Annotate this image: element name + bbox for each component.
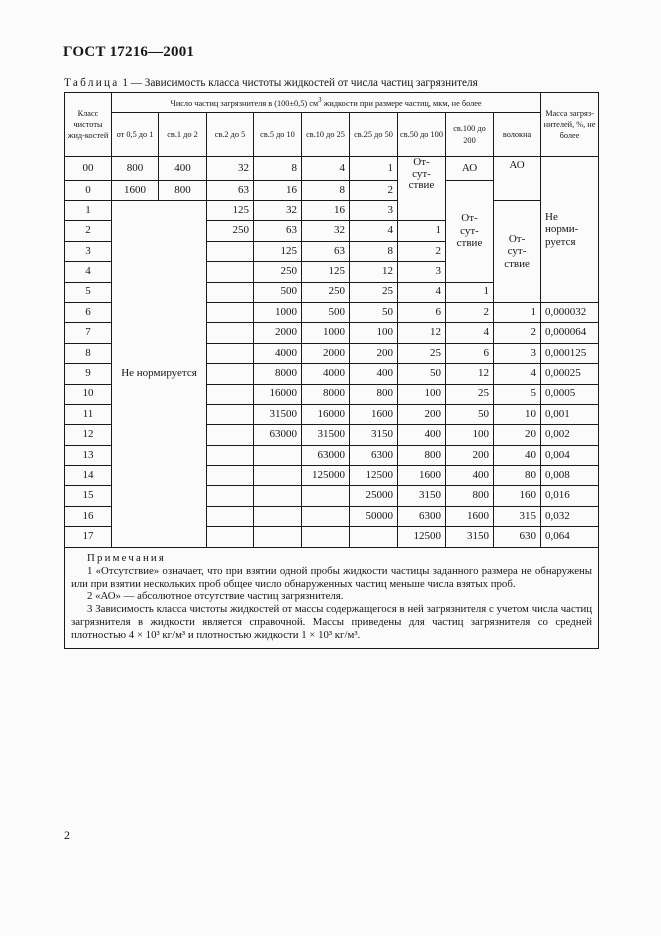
value-cell: 25: [350, 282, 398, 302]
value-cell: 200: [446, 445, 494, 465]
value-cell: [207, 425, 254, 445]
header-size-7: св.100 до 200: [446, 113, 494, 157]
class-cell: 5: [65, 282, 112, 302]
absent-line: ствие: [408, 179, 435, 192]
value-cell: 6300: [398, 506, 446, 526]
value-cell: 200: [398, 404, 446, 424]
value-cell: 4: [398, 282, 446, 302]
value-cell: 8: [302, 180, 350, 200]
header-row-1: [65, 93, 599, 113]
value-cell: 16000: [302, 404, 350, 424]
value-cell: 32: [302, 221, 350, 241]
value-cell: 160: [494, 486, 541, 506]
value-cell: 50000: [350, 506, 398, 526]
header-size-8: волокна: [494, 113, 541, 157]
value-cell: 0,000032: [541, 302, 599, 322]
value-cell: 800: [446, 486, 494, 506]
value-cell: 100: [350, 323, 398, 343]
class-cell: 0: [65, 180, 112, 200]
value-cell: 63: [254, 221, 302, 241]
value-cell: 500: [302, 302, 350, 322]
value-cell: [207, 282, 254, 302]
value-cell: [207, 466, 254, 486]
class-cell: 8: [65, 343, 112, 363]
header-size-2: св.2 до 5: [207, 113, 254, 157]
header-size-6: св.50 до 100: [398, 113, 446, 157]
value-cell: [207, 323, 254, 343]
value-cell: [207, 527, 254, 547]
value-cell: [207, 404, 254, 424]
value-cell: 3: [350, 200, 398, 220]
value-cell: 2: [494, 323, 541, 343]
absent_lines-line: сут-: [460, 224, 479, 237]
page-number: 2: [64, 828, 70, 842]
value-cell: 250: [254, 262, 302, 282]
notes-title: Примечания: [87, 551, 167, 564]
value-cell: [254, 506, 302, 526]
value-cell: [350, 527, 398, 547]
value-cell: 800: [159, 180, 207, 200]
value-cell: 400: [350, 364, 398, 384]
value-cell: 0,004: [541, 445, 599, 465]
table-caption-label: Таблица: [64, 77, 120, 89]
value-cell: 4000: [254, 343, 302, 363]
value-cell: 25: [398, 343, 446, 363]
absent-cell-3: [494, 200, 541, 302]
value-cell: 12: [398, 323, 446, 343]
value-cell: 12: [350, 262, 398, 282]
value-cell: [207, 486, 254, 506]
value-cell: 4: [494, 364, 541, 384]
value-cell: [254, 466, 302, 486]
table-row: [65, 200, 599, 220]
value-cell: [207, 241, 254, 261]
class-cell: 7: [65, 323, 112, 343]
not_normed_lines-line: руется: [545, 235, 576, 248]
value-cell: 1: [350, 157, 398, 181]
value-cell: 0,001: [541, 404, 599, 424]
value-cell: 1: [398, 221, 446, 241]
absent_lines-line: ствие: [456, 237, 483, 250]
value-cell: [302, 486, 350, 506]
value-cell: 6300: [350, 445, 398, 465]
header-row-2: [65, 113, 599, 157]
absent_lines-line: сут-: [412, 167, 431, 180]
value-cell: 0,064: [541, 527, 599, 547]
value-cell: 32: [207, 157, 254, 181]
value-cell: 16: [254, 180, 302, 200]
value-cell: 4: [350, 221, 398, 241]
value-cell: 12500: [350, 466, 398, 486]
header-size-4: св.10 до 25: [302, 113, 350, 157]
document-title: ГОСТ 17216—2001: [63, 44, 195, 60]
value-cell: 1600: [350, 404, 398, 424]
value-cell: 250: [207, 221, 254, 241]
value-cell: 1600: [112, 180, 159, 200]
absent_lines-line: ствие: [504, 257, 530, 270]
value-cell: 400: [446, 466, 494, 486]
cleanliness-table: [64, 92, 599, 649]
header-size-3: св.5 до 10: [254, 113, 302, 157]
value-cell: 0,016: [541, 486, 599, 506]
value-cell: 3150: [398, 486, 446, 506]
value-cell: [254, 445, 302, 465]
value-cell: 1000: [302, 323, 350, 343]
value-cell: 0,032: [541, 506, 599, 526]
class-cell: 3: [65, 241, 112, 261]
not_normed_lines-line: норми-: [545, 223, 579, 236]
absent_lines-line: От-: [508, 232, 526, 245]
value-cell: 2: [398, 241, 446, 261]
value-cell: 8: [350, 241, 398, 261]
value-cell: 0,002: [541, 425, 599, 445]
header-particle-count-b: жидкости при размере частиц, мкм, не более: [321, 98, 482, 108]
value-cell: 125000: [302, 466, 350, 486]
value-cell: 31500: [302, 425, 350, 445]
table-caption-text: 1 — Зависимость класса чистоты жидкостей от числа частиц загрязнителя: [119, 77, 478, 89]
header-particle-count-sup: 3: [318, 97, 322, 105]
table-row: [65, 157, 599, 181]
header-mass: Масса загряз-нителей, %, не более: [541, 93, 599, 157]
value-cell: 2: [350, 180, 398, 200]
ao-cell-2: АО: [494, 157, 541, 201]
value-cell: [207, 364, 254, 384]
value-cell: 800: [398, 445, 446, 465]
table-caption: [64, 77, 604, 89]
class-cell: 2: [65, 221, 112, 241]
value-cell: 63000: [302, 445, 350, 465]
not-normed-label: Не нормируется: [121, 367, 197, 380]
value-cell: [207, 506, 254, 526]
value-cell: 3150: [446, 527, 494, 547]
value-cell: 125: [254, 241, 302, 261]
value-cell: 63000: [254, 425, 302, 445]
value-cell: 6: [398, 302, 446, 322]
value-cell: 1600: [398, 466, 446, 486]
value-cell: 50: [350, 302, 398, 322]
header-particle-count-a: Число частиц загрязнителя в (100±0,5) см: [170, 98, 319, 108]
absent-cell-2: [446, 180, 494, 282]
class-cell: 00: [65, 157, 112, 181]
value-cell: 100: [398, 384, 446, 404]
value-cell: 125: [302, 262, 350, 282]
class-cell: 1: [65, 200, 112, 220]
value-cell: 16000: [254, 384, 302, 404]
value-cell: 63: [207, 180, 254, 200]
value-cell: [302, 506, 350, 526]
value-cell: 0,00025: [541, 364, 599, 384]
class-cell: 15: [65, 486, 112, 506]
value-cell: 125: [207, 200, 254, 220]
value-cell: [302, 527, 350, 547]
not_normed_lines-line: Не: [545, 210, 558, 223]
mass-not-normed: [541, 157, 599, 303]
absent_lines-line: От-: [461, 212, 478, 225]
value-cell: [254, 527, 302, 547]
value-cell: 4: [446, 323, 494, 343]
class-cell: 11: [65, 404, 112, 424]
value-cell: 25000: [350, 486, 398, 506]
value-cell: [254, 486, 302, 506]
value-cell: 12500: [398, 527, 446, 547]
value-cell: 400: [398, 425, 446, 445]
value-cell: 1000: [254, 302, 302, 322]
absent-cell-1b: [398, 180, 446, 221]
value-cell: 8000: [254, 364, 302, 384]
value-cell: 630: [494, 527, 541, 547]
header-size-1: св.1 до 2: [159, 113, 207, 157]
value-cell: 100: [446, 425, 494, 445]
value-cell: 6: [446, 343, 494, 363]
class-cell: 12: [65, 425, 112, 445]
value-cell: 12: [446, 364, 494, 384]
value-cell: 400: [159, 157, 207, 181]
value-cell: [207, 302, 254, 322]
value-cell: 0,0005: [541, 384, 599, 404]
value-cell: 63: [302, 241, 350, 261]
value-cell: 800: [112, 157, 159, 181]
header-particle-count: [112, 93, 541, 113]
class-cell: 6: [65, 302, 112, 322]
header-size-0: от 0,5 до 1: [112, 113, 159, 157]
value-cell: 8000: [302, 384, 350, 404]
value-cell: 3: [494, 343, 541, 363]
value-cell: 50: [398, 364, 446, 384]
value-cell: 250: [302, 282, 350, 302]
value-cell: 3: [398, 262, 446, 282]
header-size-5: св.25 до 50: [350, 113, 398, 157]
value-cell: 20: [494, 425, 541, 445]
not-normed-region: [112, 200, 207, 547]
value-cell: 0,000064: [541, 323, 599, 343]
class-cell: 17: [65, 527, 112, 547]
value-cell: 2000: [254, 323, 302, 343]
value-cell: [207, 384, 254, 404]
value-cell: 5: [494, 384, 541, 404]
note-item: 3 Зависимость класса чистоты жидкостей от массы содержащегося в ней загрязнителя с учетом числа частиц загрязнителя в жидкости является справочной. Массы приведены для частиц загрязнителя со средней плотностью 4 × 10³ кг/м³ и плотностью жидкости 1 × 10³ кг/м³.: [71, 603, 593, 642]
value-cell: 50: [446, 404, 494, 424]
value-cell: 80: [494, 466, 541, 486]
ao-cell-1: АО: [446, 157, 494, 181]
value-cell: 2000: [302, 343, 350, 363]
value-cell: 25: [446, 384, 494, 404]
value-cell: 800: [350, 384, 398, 404]
value-cell: 4: [302, 157, 350, 181]
class-cell: 14: [65, 466, 112, 486]
note-item: 1 «Отсутствие» означает, что при взятии одной пробы жидкости частицы заданного размера не обнаружены или при взятии нескольких проб общее число обнаруженных частиц меньше числа взятых проб.: [71, 564, 593, 590]
value-cell: 1600: [446, 506, 494, 526]
class-cell: 10: [65, 384, 112, 404]
value-cell: [207, 343, 254, 363]
class-cell: 13: [65, 445, 112, 465]
value-cell: 0,008: [541, 466, 599, 486]
value-cell: 3150: [350, 425, 398, 445]
value-cell: 2: [446, 302, 494, 322]
absent-cell-1: [398, 157, 446, 181]
value-cell: 31500: [254, 404, 302, 424]
absent_lines-line: От-: [413, 156, 430, 168]
value-cell: 315: [494, 506, 541, 526]
value-cell: 40: [494, 445, 541, 465]
value-cell: 32: [254, 200, 302, 220]
notes-row: [65, 547, 599, 649]
notes-cell: [65, 547, 599, 649]
value-cell: [207, 445, 254, 465]
value-cell: 16: [302, 200, 350, 220]
value-cell: 1: [494, 302, 541, 322]
value-cell: 8: [254, 157, 302, 181]
value-cell: 1: [446, 282, 494, 302]
absent_lines-line: сут-: [507, 245, 527, 258]
class-cell: 9: [65, 364, 112, 384]
note-item: 2 «АО» — абсолютное отсутствие частиц загрязнителя.: [87, 590, 344, 603]
header-class: Класс чистоты жид-костей: [65, 93, 112, 157]
value-cell: 500: [254, 282, 302, 302]
value-cell: 10: [494, 404, 541, 424]
value-cell: 0,000125: [541, 343, 599, 363]
value-cell: 4000: [302, 364, 350, 384]
class-cell: 4: [65, 262, 112, 282]
value-cell: [207, 262, 254, 282]
value-cell: 200: [350, 343, 398, 363]
class-cell: 16: [65, 506, 112, 526]
